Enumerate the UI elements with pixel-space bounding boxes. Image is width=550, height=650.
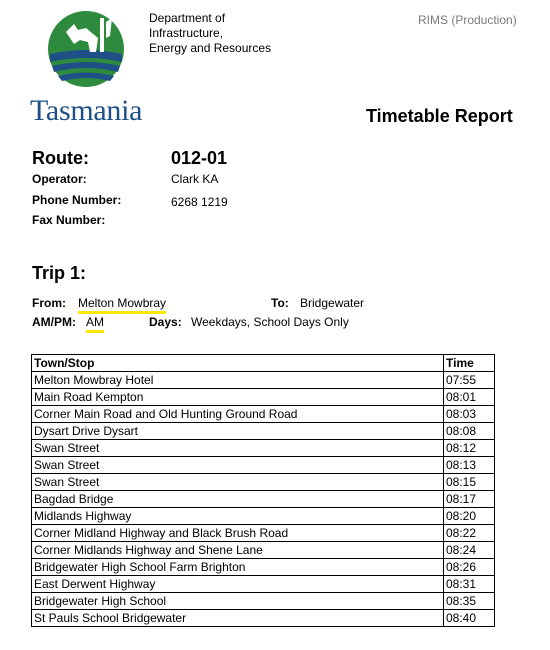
from-label: From: (32, 296, 66, 310)
system-label: RIMS (Production) (418, 13, 517, 27)
stop-cell: Swan Street (32, 457, 444, 474)
time-cell: 08:20 (444, 508, 495, 525)
department-line: Infrastructure, (149, 26, 224, 40)
operator-value: Clark KA (171, 172, 219, 186)
table-row (32, 525, 495, 542)
route-label: Route: (32, 148, 89, 168)
timetable (31, 354, 495, 627)
department-line: Energy and Resources (149, 41, 272, 55)
ampm-label: AM/PM: (32, 315, 76, 329)
ampm-value (86, 315, 104, 329)
stop-cell: Corner Main Road and Old Hunting Ground Road (32, 406, 444, 423)
table-row (32, 440, 495, 457)
days-label: Days: (149, 315, 182, 329)
time-cell: 07:55 (444, 372, 495, 389)
stop-cell: Main Road Kempton (32, 389, 444, 406)
stop-cell: Swan Street (32, 474, 444, 491)
to-label: To: (271, 296, 289, 310)
time-cell: 08:35 (444, 593, 495, 610)
column-header-stop: Town/Stop (32, 355, 444, 372)
stop-cell: Corner Midlands Highway and Shene Lane (32, 542, 444, 559)
table-row (32, 542, 495, 559)
time-cell: 08:12 (444, 440, 495, 457)
stop-cell: East Derwent Highway (32, 576, 444, 593)
table-row (32, 389, 495, 406)
logo-wordmark: Tasmania (30, 94, 143, 127)
stop-cell: St Pauls School Bridgewater (32, 610, 444, 627)
stop-cell: Swan Street (32, 440, 444, 457)
table-row (32, 610, 495, 627)
department-line: Department of (149, 11, 226, 25)
time-cell: 08:24 (444, 542, 495, 559)
stop-cell: Bridgewater High School Farm Brighton (32, 559, 444, 576)
tasmanian-tiger-emblem-icon (40, 8, 132, 90)
table-row (32, 474, 495, 491)
time-cell: 08:13 (444, 457, 495, 474)
table-row (32, 576, 495, 593)
time-cell: 08:01 (444, 389, 495, 406)
stop-cell: Midlands Highway (32, 508, 444, 525)
report-title: Timetable Report (366, 106, 513, 126)
time-cell: 08:17 (444, 491, 495, 508)
table-row (32, 423, 495, 440)
time-cell: 08:31 (444, 576, 495, 593)
table-row (32, 491, 495, 508)
trip-title: Trip 1: (32, 263, 87, 283)
phone-label: Phone Number: (32, 193, 122, 207)
from-value-highlight: Melton Mowbray (78, 296, 166, 314)
table-row (32, 593, 495, 610)
to-value: Bridgewater (300, 296, 365, 310)
department-name (149, 11, 271, 56)
operator-label: Operator: (32, 172, 87, 186)
stop-cell: Bridgewater High School (32, 593, 444, 610)
table-row (32, 457, 495, 474)
table-row (32, 406, 495, 423)
tasmania-logo (30, 8, 142, 128)
stop-cell: Corner Midland Highway and Black Brush Road (32, 525, 444, 542)
fax-label: Fax Number: (32, 213, 106, 227)
stop-cell: Bagdad Bridge (32, 491, 444, 508)
route-number: 012-01 (171, 148, 228, 168)
column-header-time: Time (444, 355, 495, 372)
time-cell: 08:40 (444, 610, 495, 627)
table-row (32, 508, 495, 525)
days-value: Weekdays, School Days Only (191, 315, 349, 329)
time-cell: 08:26 (444, 559, 495, 576)
time-cell: 08:22 (444, 525, 495, 542)
time-cell: 08:03 (444, 406, 495, 423)
from-value (78, 296, 166, 310)
stop-cell: Melton Mowbray Hotel (32, 372, 444, 389)
table-row (32, 559, 495, 576)
time-cell: 08:15 (444, 474, 495, 491)
table-header-row (32, 355, 495, 372)
time-cell: 08:08 (444, 423, 495, 440)
ampm-value-highlight: AM (86, 315, 104, 333)
stop-cell: Dysart Drive Dysart (32, 423, 444, 440)
table-row (32, 372, 495, 389)
phone-value: 6268 1219 (171, 195, 228, 209)
